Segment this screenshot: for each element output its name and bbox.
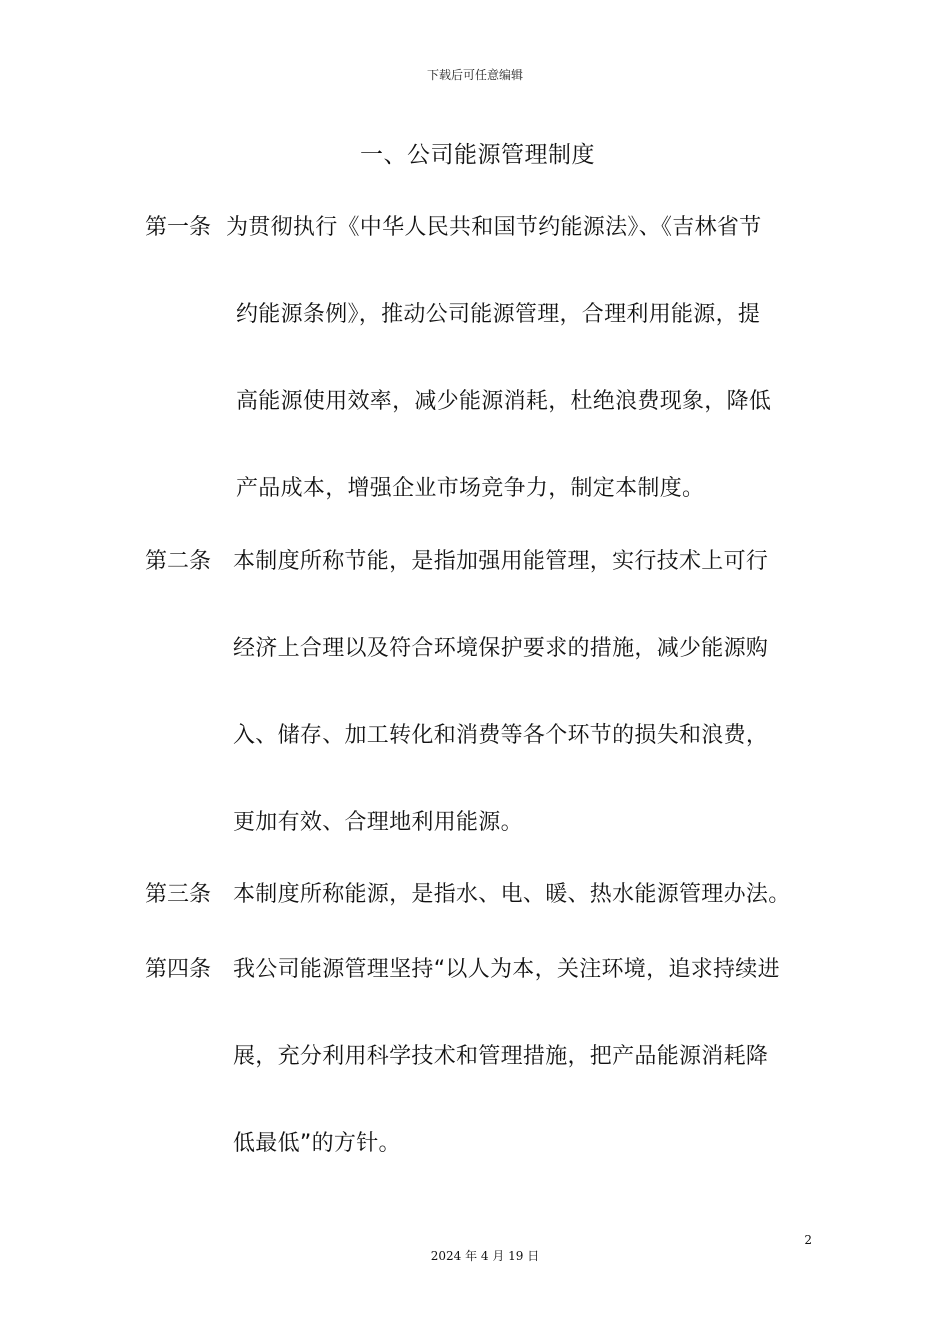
article-line: 我公司能源管理坚持“以人为本，关注环境，追求持续进 — [233, 957, 780, 982]
footer-date: 2024 年 4 月 19 日 — [430, 1249, 540, 1263]
article-line: 为贯彻执行《中华人民共和国节约能源法》、《吉林省节 — [226, 215, 762, 240]
article-label: 第四条 — [145, 957, 212, 982]
article-line: 产品成本，增强企业市场竞争力，制定本制度。 — [236, 476, 705, 501]
article-label: 第三条 — [145, 882, 212, 907]
page-title: 一、公司能源管理制度 — [360, 142, 595, 168]
header-note: 下载后可任意编辑 — [426, 68, 523, 82]
article-line: 展，充分利用科学技术和管理措施，把产品能源消耗降 — [233, 1044, 769, 1069]
article-label: 第二条 — [145, 549, 212, 574]
article-line: 经济上合理以及符合环境保护要求的措施，减少能源购 — [233, 636, 769, 661]
article-line: 入、储存、加工转化和消费等各个环节的损失和浪费， — [233, 723, 769, 748]
article-label: 第一条 — [145, 215, 212, 240]
article-line: 本制度所称节能，是指加强用能管理，实行技术上可行 — [233, 549, 769, 574]
article-line: 低最低”的方针。 — [233, 1131, 401, 1156]
article-line: 高能源使用效率，减少能源消耗，杜绝浪费现象，降低 — [236, 389, 772, 414]
article-line: 约能源条例》，推动公司能源管理，合理利用能源，提 — [236, 302, 761, 327]
page-number: 2 — [804, 1233, 812, 1247]
article-line: 更加有效、合理地利用能源。 — [233, 810, 523, 835]
article-line: 本制度所称能源，是指水、电、暖、热水能源管理办法。 — [233, 882, 791, 907]
